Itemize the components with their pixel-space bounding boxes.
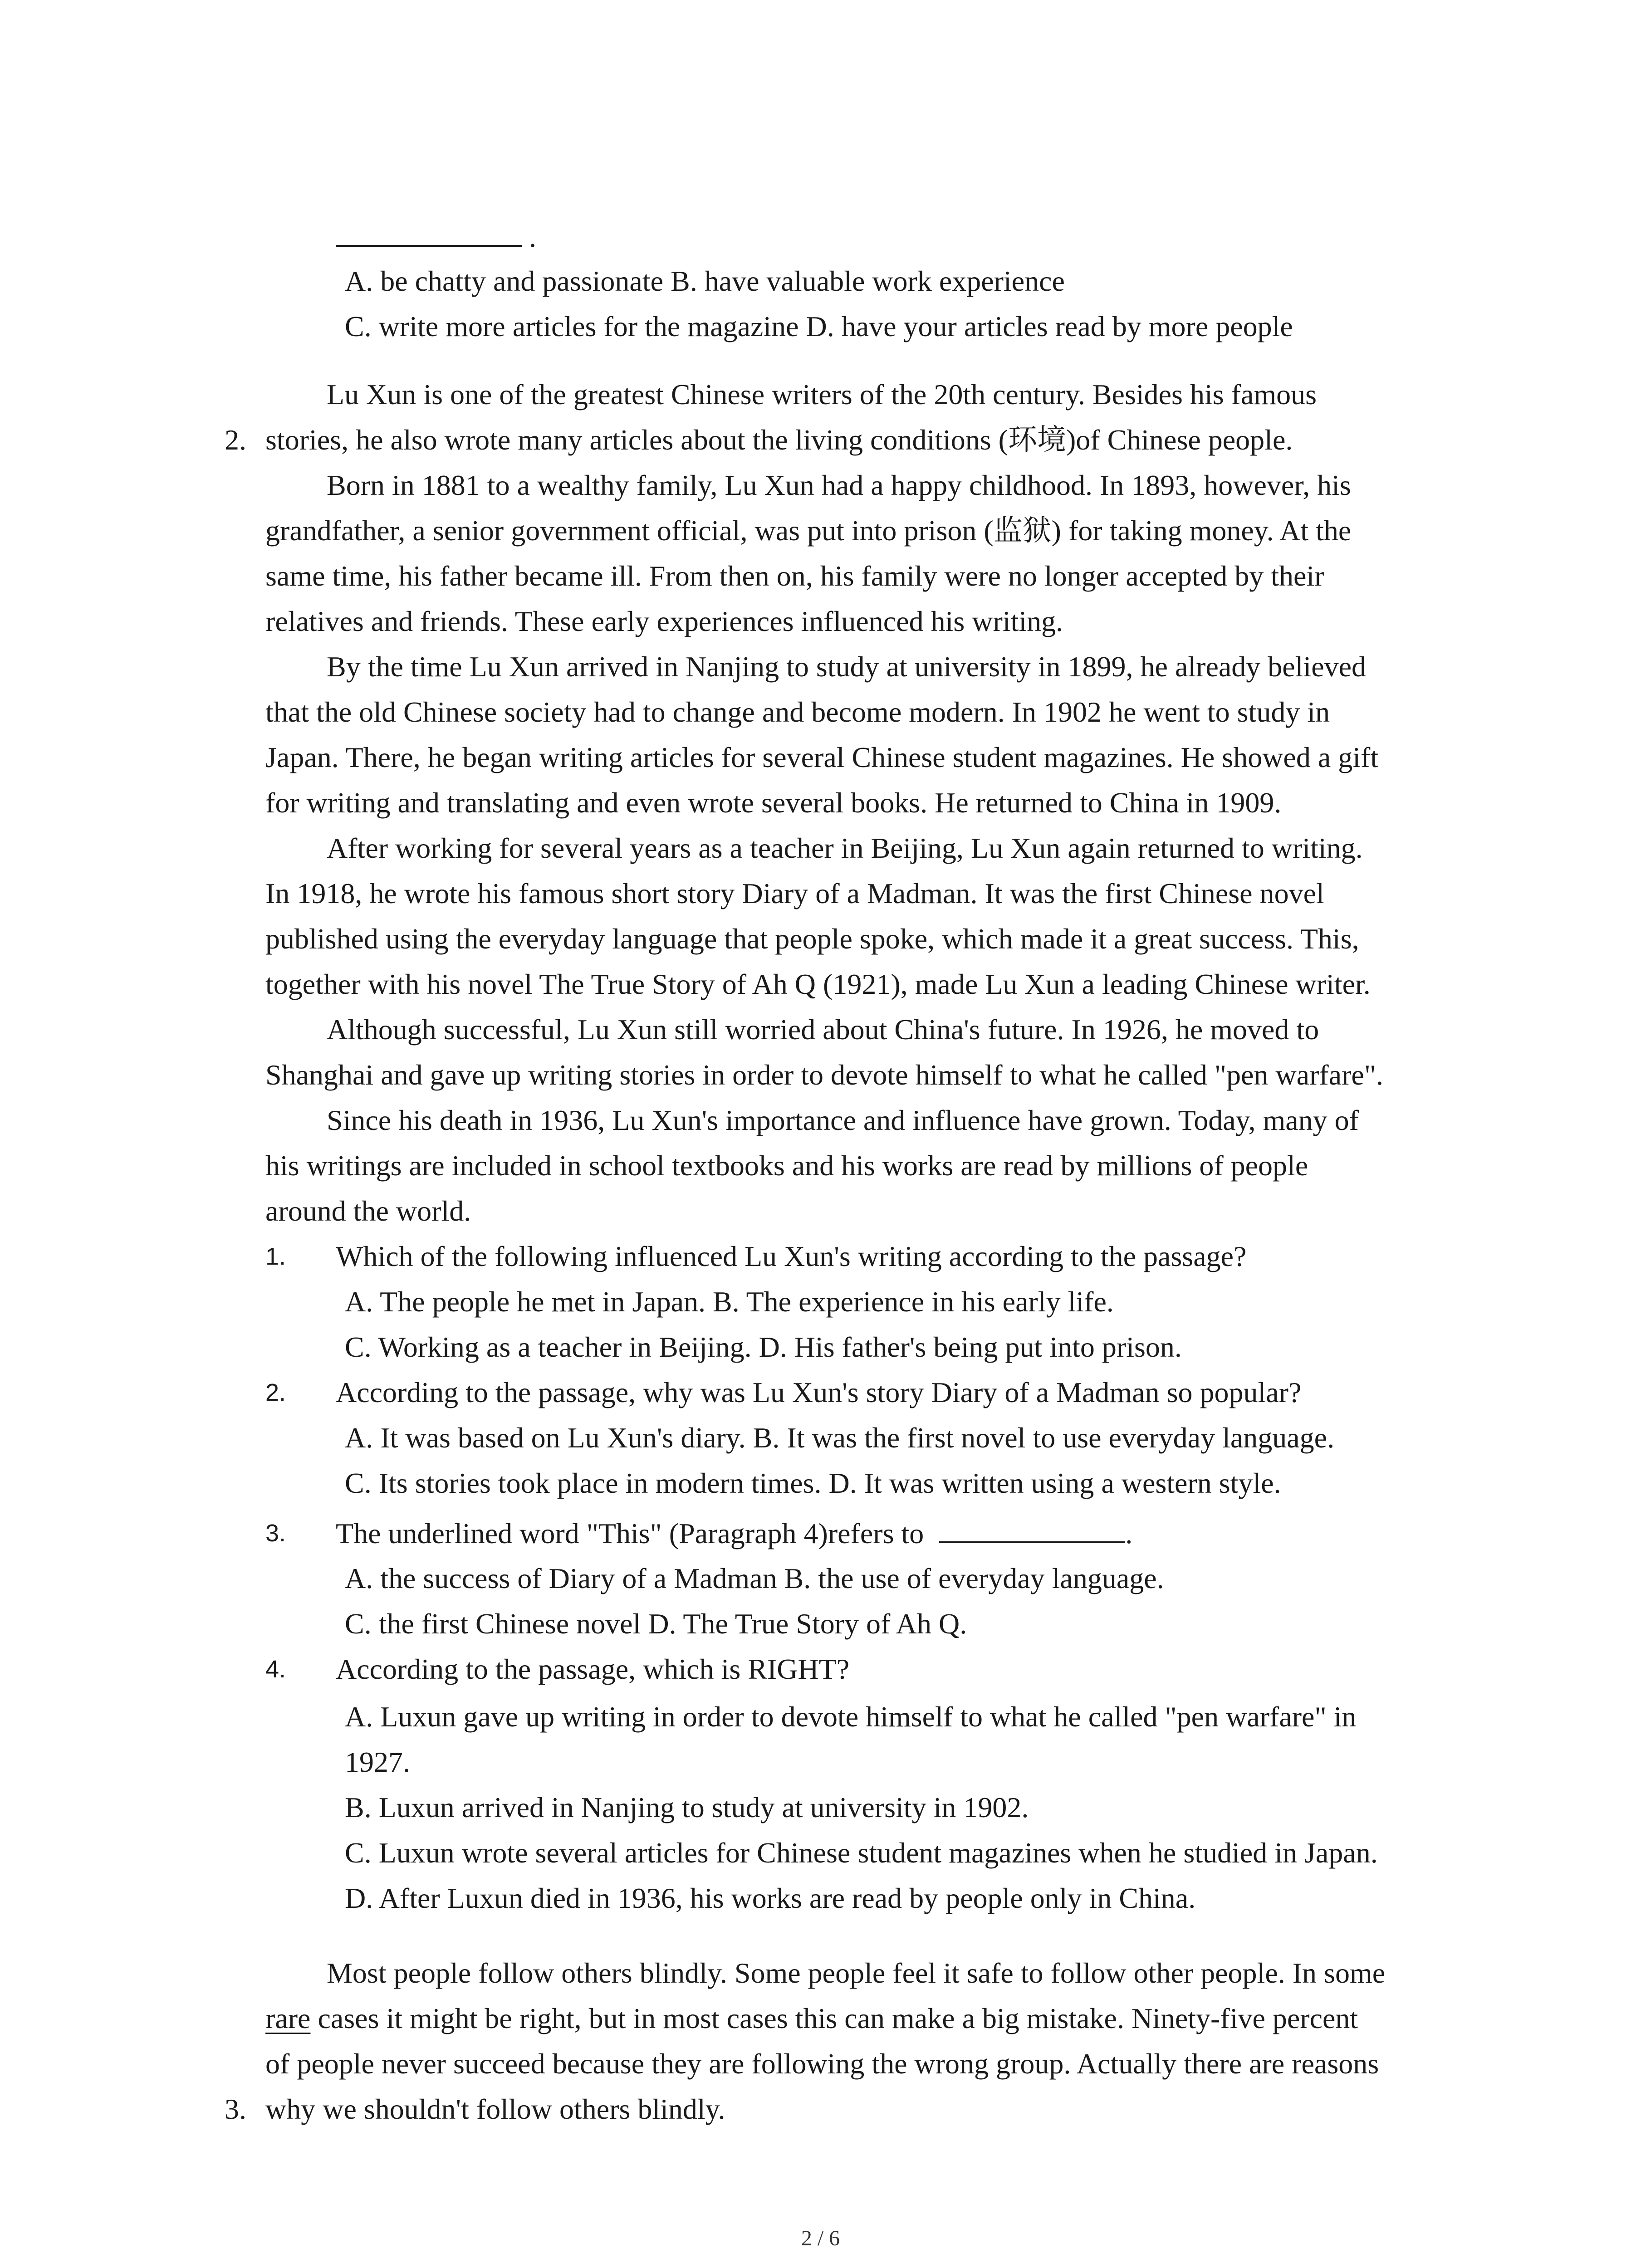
question-option: A. It was based on Lu Xun's diary. B. It was the first novel to use everyday language. xyxy=(345,1422,1335,1454)
question-option: C. Its stories took place in modern times. D. It was written using a western style. xyxy=(345,1467,1281,1499)
passage-line xyxy=(265,2000,1358,2037)
passage-line: Although successful, Lu Xun still worried about China's future. In 1926, he moved to xyxy=(327,1013,1319,1046)
question-option: A. Luxun gave up writing in order to devote himself to what he called "pen warfare" in xyxy=(345,1701,1357,1733)
passage-line: Born in 1881 to a wealthy family, Lu Xun had a happy childhood. In 1893, however, his xyxy=(327,469,1351,501)
question-stem: Which of the following influenced Lu Xun's writing according to the passage? xyxy=(336,1240,1247,1272)
answer-blank xyxy=(336,218,522,247)
passage-text: cases it might be right, but in most cases this can make a big mistake. Ninety-five percent xyxy=(310,2002,1358,2034)
question-number: 2. xyxy=(265,1379,286,1406)
stem-suffix: . xyxy=(1125,1517,1133,1549)
blank-suffix: . xyxy=(529,221,536,253)
passage-line: Since his death in 1936, Lu Xun's importance and influence have grown. Today, many of xyxy=(327,1104,1359,1136)
question-number: 4. xyxy=(265,1656,286,1683)
question-stem: According to the passage, why was Lu Xun's story Diary of a Madman so popular? xyxy=(336,1376,1302,1408)
top-option-cd: C. write more articles for the magazine D. have your articles read by more people xyxy=(345,310,1293,342)
question-number: 3. xyxy=(265,1520,286,1547)
question-option: C. the first Chinese novel D. The True Story of Ah Q. xyxy=(345,1608,967,1640)
question-option: C. Luxun wrote several articles for Chinese student magazines when he studied in Japan. xyxy=(345,1837,1378,1869)
question-option: D. After Luxun died in 1936, his works are read by people only in China. xyxy=(345,1882,1196,1914)
passage-line: Shanghai and gave up writing stories in order to devote himself to what he called "pen warfare". xyxy=(265,1059,1383,1091)
passage-line: around the world. xyxy=(265,1195,471,1227)
passage-line: his writings are included in school textbooks and his works are read by millions of people xyxy=(265,1149,1308,1182)
passage-line: Lu Xun is one of the greatest Chinese writers of the 20th century. Besides his famous xyxy=(327,378,1317,411)
passage-line: Japan. There, he began writing articles for several Chinese student magazines. He showed a gift xyxy=(265,741,1379,773)
passage-line: Most people follow others blindly. Some people feel it safe to follow other people. In some xyxy=(327,1957,1386,1989)
passage-line: that the old Chinese society had to change and become modern. In 1902 he went to study in xyxy=(265,696,1330,728)
page-indicator: 2 / 6 xyxy=(801,2226,840,2250)
section-number: 2. xyxy=(225,424,246,456)
answer-blank-line xyxy=(336,218,536,255)
question-stem: According to the passage, which is RIGHT? xyxy=(336,1653,850,1685)
underlined-word: rare xyxy=(265,2002,311,2034)
question-option: B. Luxun arrived in Nanjing to study at university in 1902. xyxy=(345,1791,1029,1823)
question-option: A. the success of Diary of a Madman B. the use of everyday language. xyxy=(345,1562,1164,1594)
question-stem-line xyxy=(336,1515,1132,1552)
answer-blank xyxy=(939,1515,1125,1543)
passage-line: grandfather, a senior government official, was put into prison (监狱) for taking money. At the xyxy=(265,514,1352,547)
question-stem: The underlined word "This" (Paragraph 4)refers to xyxy=(336,1517,924,1549)
passage-line: why we shouldn't follow others blindly. xyxy=(265,2093,725,2125)
question-number: 1. xyxy=(265,1243,286,1270)
passage-line: for writing and translating and even wrote several books. He returned to China in 1909. xyxy=(265,787,1282,819)
question-option: A. The people he met in Japan. B. The experience in his early life. xyxy=(345,1286,1114,1318)
passage-line: together with his novel The True Story of Ah Q (1921), made Lu Xun a leading Chinese writer. xyxy=(265,968,1371,1000)
passage-line: In 1918, he wrote his famous short story Diary of a Madman. It was the first Chinese novel xyxy=(265,877,1324,909)
question-option: C. Working as a teacher in Beijing. D. His father's being put into prison. xyxy=(345,1331,1182,1363)
passage-line: of people never succeed because they are following the wrong group. Actually there are reasons xyxy=(265,2048,1379,2080)
passage-line: stories, he also wrote many articles about the living conditions (环境)of Chinese people. xyxy=(265,424,1293,456)
passage-line: After working for several years as a teacher in Beijing, Lu Xun again returned to writing. xyxy=(327,832,1363,864)
question-option: 1927. xyxy=(345,1746,410,1778)
passage-line: relatives and friends. These early experiences influenced his writing. xyxy=(265,605,1063,637)
passage-line: published using the everyday language that people spoke, which made it a great success. This, xyxy=(265,923,1359,955)
top-option-ab: A. be chatty and passionate B. have valuable work experience xyxy=(345,265,1065,297)
passage-line: By the time Lu Xun arrived in Nanjing to study at university in 1899, he already believed xyxy=(327,650,1367,683)
passage-line: same time, his father became ill. From then on, his family were no longer accepted by their xyxy=(265,560,1324,592)
section-number: 3. xyxy=(225,2093,246,2125)
